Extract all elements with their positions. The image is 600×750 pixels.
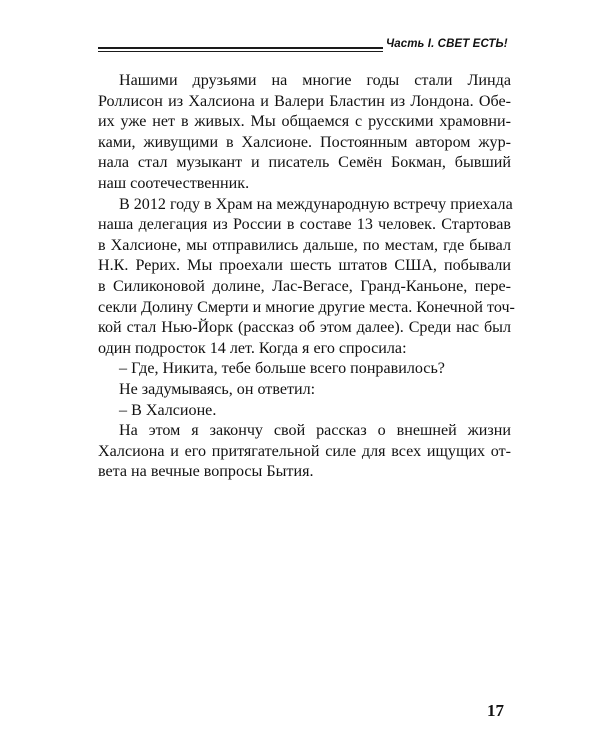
text-line: Халсиона и его притягательной силе для всех ищущих от- xyxy=(98,442,511,460)
text-line: кой стал Нью-Йорк (рассказ об этом далее). Среди нас был xyxy=(98,319,511,337)
paragraph xyxy=(98,71,511,195)
text-line: – В Халсионе. xyxy=(119,401,217,419)
text-line: один подросток 14 лет. Когда я его спросила: xyxy=(98,339,407,357)
text-line: В 2012 году в Храм на международную встречу приехала xyxy=(119,195,513,213)
text-line: Н.К. Рерих. Мы проехали шесть штатов США, побывали xyxy=(98,257,511,275)
paragraph xyxy=(98,359,511,380)
text-line: в Халсионе, мы отправились дальше, по местам, где бывал xyxy=(98,236,511,254)
text-line: – Где, Никита, тебе больше всего понравилось? xyxy=(119,360,445,378)
text-line: их уже нет в живых. Мы общаемся с русскими храмовни- xyxy=(98,113,511,131)
text-line: в Силиконовой долине, Лас-Вегасе, Гранд-Каньоне, пере- xyxy=(98,277,511,295)
paragraph xyxy=(98,195,515,360)
body-text xyxy=(98,71,515,483)
text-line: нала стал музыкант и писатель Семён Бокман, бывший xyxy=(98,154,511,172)
paragraph xyxy=(98,380,511,401)
text-line: наш соотечественник. xyxy=(98,174,250,192)
text-line: секли Долину Смерти и многие другие места. Конечной точ- xyxy=(98,298,515,316)
header-rule xyxy=(98,47,383,49)
paragraph xyxy=(98,401,511,422)
page-number: 17 xyxy=(487,701,504,720)
text-line: Нашими друзьями на многие годы стали Линда xyxy=(119,72,511,89)
text-line: Роллисон из Халсиона и Валери Бластин из Лондона. Обе- xyxy=(98,92,511,110)
text-line: Не задумываясь, он ответил: xyxy=(119,380,316,398)
text-line: вета на вечные вопросы Бытия. xyxy=(98,463,314,481)
text-line: ками, живущими в Халсионе. Постоянным автором жур- xyxy=(98,133,511,151)
paragraph xyxy=(98,421,511,483)
text-line: наша делегация из России в составе 13 человек. Стартовав xyxy=(98,216,511,234)
text-line: На этом я закончу свой рассказ о внешней жизни xyxy=(119,422,511,440)
running-head: Часть I. СВЕТ ЕСТЬ! xyxy=(386,38,508,50)
